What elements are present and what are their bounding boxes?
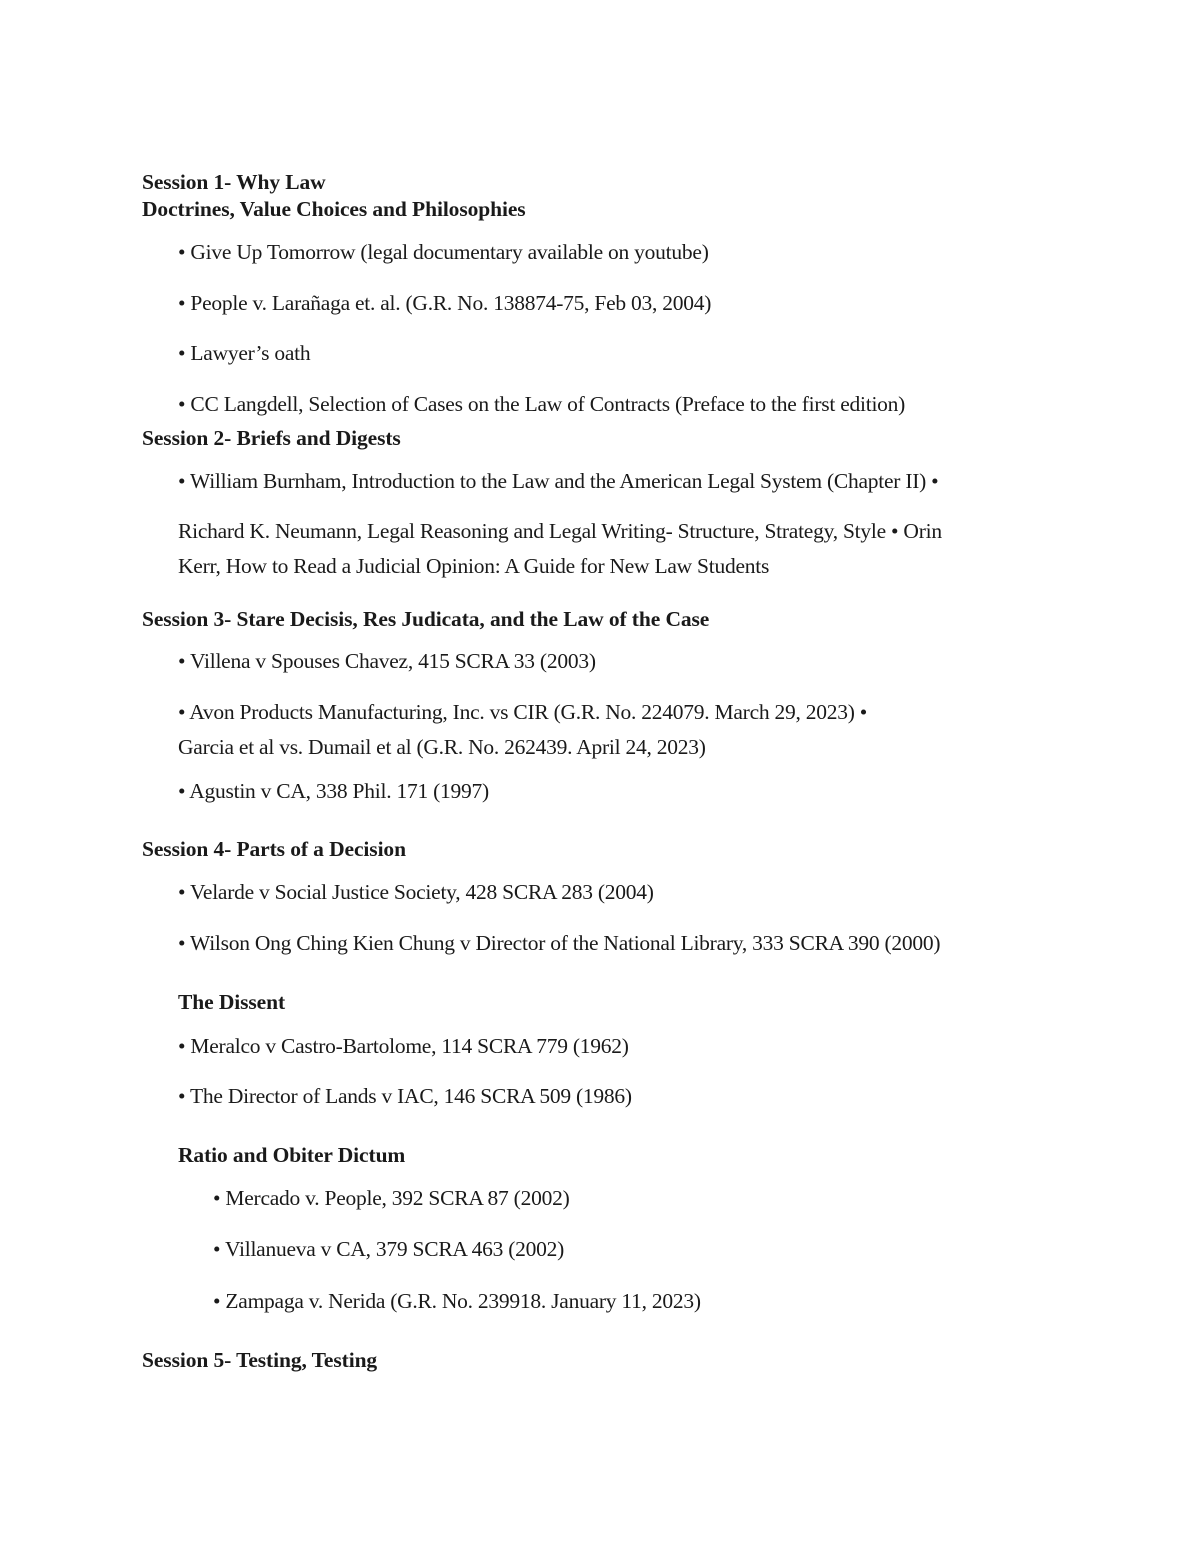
session-1-item: • CC Langdell, Selection of Cases on the Law of Contracts (Preface to the first edition)	[178, 392, 906, 416]
session-2-line: Kerr, How to Read a Judicial Opinion: A Guide for New Law Students	[178, 554, 770, 578]
session-2-line: Richard K. Neumann, Legal Reasoning and Legal Writing- Structure, Strategy, Style • Orin	[178, 519, 942, 543]
session-3-heading: Session 3- Stare Decisis, Res Judicata, and the Law of the Case	[142, 607, 710, 631]
session-4-item: • Wilson Ong Ching Kien Chung v Director of the National Library, 333 SCRA 390 (2000)	[178, 931, 941, 955]
session-1-item: • Give Up Tomorrow (legal documentary available on youtube)	[178, 240, 709, 264]
session-5-heading: Session 5- Testing, Testing	[142, 1348, 378, 1372]
ratio-heading: Ratio and Obiter Dictum	[178, 1143, 406, 1167]
session-3-line: Garcia et al vs. Dumail et al (G.R. No. 262439. April 24, 2023)	[178, 735, 706, 759]
ratio-item: • Zampaga v. Nerida (G.R. No. 239918. January 11, 2023)	[213, 1289, 701, 1313]
session-1-item: • People v. Larañaga et. al. (G.R. No. 138874-75, Feb 03, 2004)	[178, 291, 712, 315]
session-3-line: • Agustin v CA, 338 Phil. 171 (1997)	[178, 779, 489, 803]
session-3-line: • Villena v Spouses Chavez, 415 SCRA 33 (2003)	[178, 649, 596, 673]
dissent-heading: The Dissent	[178, 990, 286, 1014]
session-2-heading: Session 2- Briefs and Digests	[142, 426, 401, 450]
session-1-heading: Session 1- Why Law	[142, 170, 326, 194]
session-4-item: • Velarde v Social Justice Society, 428 SCRA 283 (2004)	[178, 880, 654, 904]
session-2-line: • William Burnham, Introduction to the Law and the American Legal System (Chapter II) •	[178, 469, 939, 493]
session-1-subheading: Doctrines, Value Choices and Philosophies	[142, 197, 526, 221]
session-1-item: • Lawyer’s oath	[178, 341, 311, 365]
session-4-heading: Session 4- Parts of a Decision	[142, 837, 406, 861]
ratio-item: • Mercado v. People, 392 SCRA 87 (2002)	[213, 1186, 570, 1210]
dissent-item: • Meralco v Castro-Bartolome, 114 SCRA 779 (1962)	[178, 1034, 629, 1058]
session-3-line: • Avon Products Manufacturing, Inc. vs CIR (G.R. No. 224079. March 29, 2023) •	[178, 700, 868, 724]
dissent-item: • The Director of Lands v IAC, 146 SCRA 509 (1986)	[178, 1084, 632, 1108]
ratio-item: • Villanueva v CA, 379 SCRA 463 (2002)	[213, 1237, 565, 1261]
